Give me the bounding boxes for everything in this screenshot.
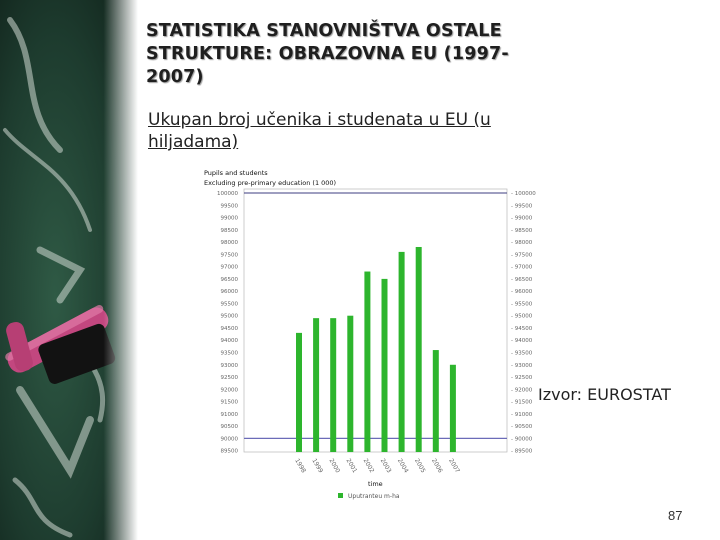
- y-tick-label-left: 100000: [217, 191, 238, 197]
- bar-chart: [198, 166, 544, 504]
- y-tick-label-left: 97000: [220, 264, 238, 271]
- y-tick-label-left: 89500: [220, 448, 238, 455]
- y-tick-label-right: - 91000: [511, 411, 533, 418]
- slide-subtitle: Ukupan broj učenika i studenata u EU (u hiljadama): [148, 110, 491, 152]
- y-tick-label-right: - 100000: [511, 191, 536, 197]
- y-tick-label-left: 99000: [220, 215, 238, 222]
- y-tick-label-right: - 94500: [511, 325, 533, 332]
- y-tick-label-right: - 99000: [511, 215, 533, 222]
- bar-1999: [313, 318, 319, 452]
- x-tick-label: 2004: [395, 457, 410, 475]
- y-tick-label-right: - 98500: [511, 227, 533, 234]
- y-tick-label-right: - 98000: [511, 240, 533, 247]
- x-tick-label: 2000: [327, 457, 342, 475]
- y-tick-label-right: - 96000: [511, 289, 533, 296]
- y-tick-label-right: - 92000: [511, 387, 533, 394]
- bar-2002: [364, 272, 370, 452]
- y-tick-label-left: 99500: [220, 203, 238, 210]
- bar-1998: [296, 333, 302, 452]
- y-tick-label-right: - 90500: [511, 424, 533, 431]
- y-tick-label-right: - 95500: [511, 301, 533, 308]
- x-tick-label: 2007: [447, 457, 461, 475]
- y-tick-label-left: 98500: [220, 227, 238, 234]
- y-tick-label-left: 98000: [220, 240, 238, 247]
- y-tick-label-right: - 97000: [511, 264, 533, 271]
- legend-label: Uputranteu m-ha: [348, 493, 400, 500]
- chalkboard-image: [0, 0, 138, 540]
- y-tick-label-right: - 91500: [511, 399, 533, 406]
- y-tick-label-left: 96000: [220, 289, 238, 296]
- legend-swatch: [338, 493, 343, 498]
- slide-title: STATISTIKA STANOVNIŠTVA OSTALE STRUKTURE: OBRAZOVNA EU (1997-2007): [146, 21, 509, 87]
- plot-area: [244, 189, 507, 452]
- y-tick-label-right: - 89500: [511, 448, 533, 455]
- y-tick-label-left: 91000: [220, 411, 238, 418]
- y-tick-label-left: 95000: [220, 313, 238, 320]
- x-axis-label: time: [368, 480, 383, 488]
- y-tick-label-right: - 94000: [511, 338, 533, 345]
- bar-2001: [347, 316, 353, 452]
- y-tick-label-right: - 96500: [511, 276, 533, 283]
- y-tick-label-right: - 99500: [511, 203, 533, 210]
- y-tick-label-right: - 93500: [511, 350, 533, 357]
- x-tick-label: 2005: [412, 457, 427, 475]
- x-tick-label: 2006: [430, 457, 444, 475]
- y-tick-label-left: 96500: [220, 276, 238, 283]
- y-tick-label-left: 93500: [220, 350, 238, 357]
- y-tick-label-left: 92000: [220, 387, 238, 394]
- bar-2006: [433, 350, 439, 452]
- y-tick-label-left: 94000: [220, 338, 238, 345]
- y-tick-label-left: 95500: [220, 301, 238, 308]
- bar-2004: [399, 252, 405, 452]
- x-tick-label: 2001: [344, 457, 359, 475]
- y-tick-label-right: - 90000: [511, 436, 533, 443]
- bar-2000: [330, 318, 336, 452]
- bar-2005: [416, 247, 422, 452]
- source-note: Izvor: EUROSTAT: [538, 385, 671, 404]
- x-tick-label: 1999: [310, 457, 325, 475]
- y-tick-label-left: 92500: [220, 375, 238, 382]
- y-tick-label-left: 91500: [220, 399, 238, 406]
- y-tick-label-left: 93000: [220, 362, 238, 369]
- page-number: 87: [668, 508, 683, 523]
- y-tick-label-right: - 97500: [511, 252, 533, 259]
- bar-2003: [382, 279, 388, 452]
- y-tick-label-left: 90500: [220, 424, 238, 431]
- x-tick-label: 2002: [361, 457, 376, 475]
- chart-title: Pupils and students: [204, 169, 268, 177]
- y-tick-label-left: 94500: [220, 325, 238, 332]
- bar-2007: [450, 365, 456, 452]
- y-tick-label-right: - 92500: [511, 375, 533, 382]
- x-tick-label: 1998: [293, 457, 307, 475]
- x-tick-label: 2003: [378, 457, 393, 475]
- y-tick-label-left: 90000: [220, 436, 238, 443]
- y-tick-label-right: - 93000: [511, 362, 533, 369]
- chart-subtitle: Excluding pre-primary education (1 000): [204, 179, 337, 187]
- y-tick-label-left: 97500: [220, 252, 238, 259]
- y-tick-label-right: - 95000: [511, 313, 533, 320]
